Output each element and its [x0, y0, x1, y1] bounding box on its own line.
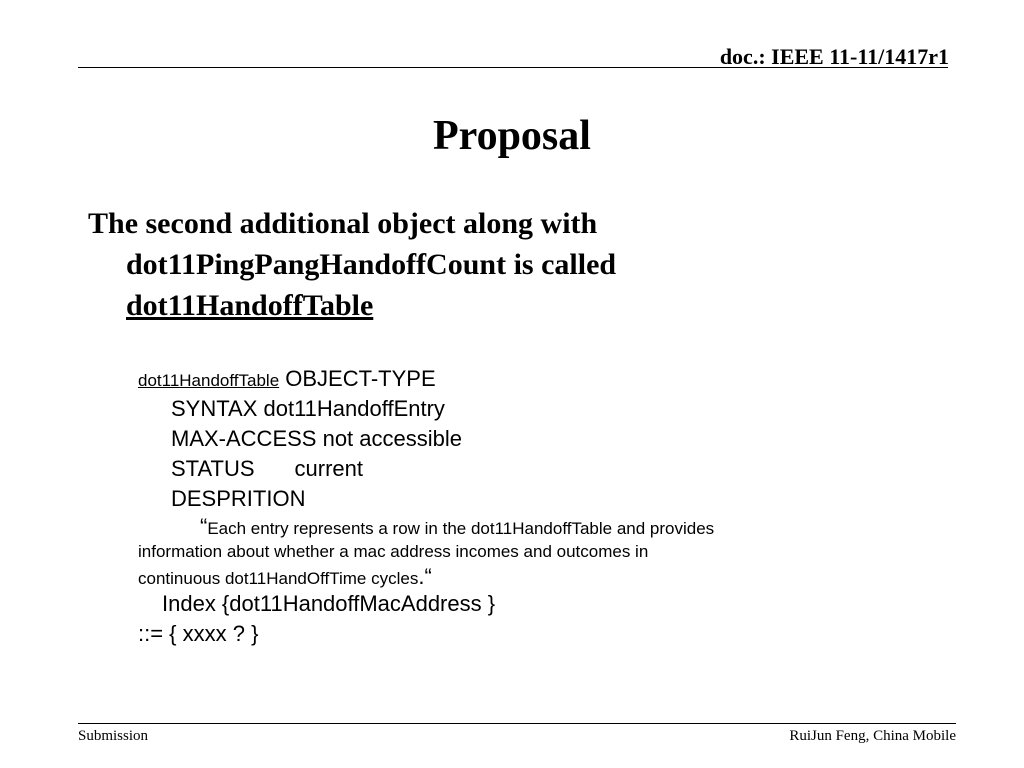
description-text-1: Each entry represents a row in the dot11HandoffTable and provides [207, 519, 715, 538]
footer-divider [78, 723, 956, 724]
document-id: doc.: IEEE 11-11/1417r1 [719, 44, 949, 69]
status-value: current [294, 456, 364, 481]
close-quote: .“ [418, 564, 432, 589]
object-name-label: dot11HandoffTable [138, 371, 280, 390]
footer-submission: Submission [78, 728, 149, 744]
assign-row: ::= { xxxx ? } [138, 621, 259, 646]
description-line-2: information about whether a mac address incomes and outcomes in [138, 542, 649, 561]
footer-author: RuiJun Feng, China Mobile [789, 728, 956, 744]
header-divider [78, 67, 948, 68]
syntax-row: SYNTAX dot11HandoffEntry [171, 396, 445, 421]
description-text-3: continuous dot11HandOffTime cycles [138, 569, 419, 588]
index-row: Index {dot11HandoffMacAddress } [162, 591, 496, 616]
main-paragraph [88, 203, 728, 326]
open-quote: “ [200, 514, 208, 539]
object-type-row [138, 364, 838, 394]
status-row [138, 454, 838, 484]
description-line-1 [138, 514, 838, 539]
description-label: DESPRITION [171, 486, 306, 511]
description-line-3 [138, 564, 838, 589]
mib-definition [138, 364, 838, 649]
object-name-underlined: dot11HandoffTable [126, 289, 374, 322]
slide-title: Proposal [433, 113, 591, 159]
object-type-keyword: OBJECT-TYPE [279, 366, 436, 391]
max-access-row: MAX-ACCESS not accessible [171, 426, 462, 451]
paragraph-line-3 [88, 285, 728, 326]
paragraph-line-1: The second additional object along with [88, 207, 598, 240]
paragraph-line-2: dot11PingPangHandoffCount is called [126, 248, 617, 281]
status-label: STATUS [171, 456, 255, 481]
